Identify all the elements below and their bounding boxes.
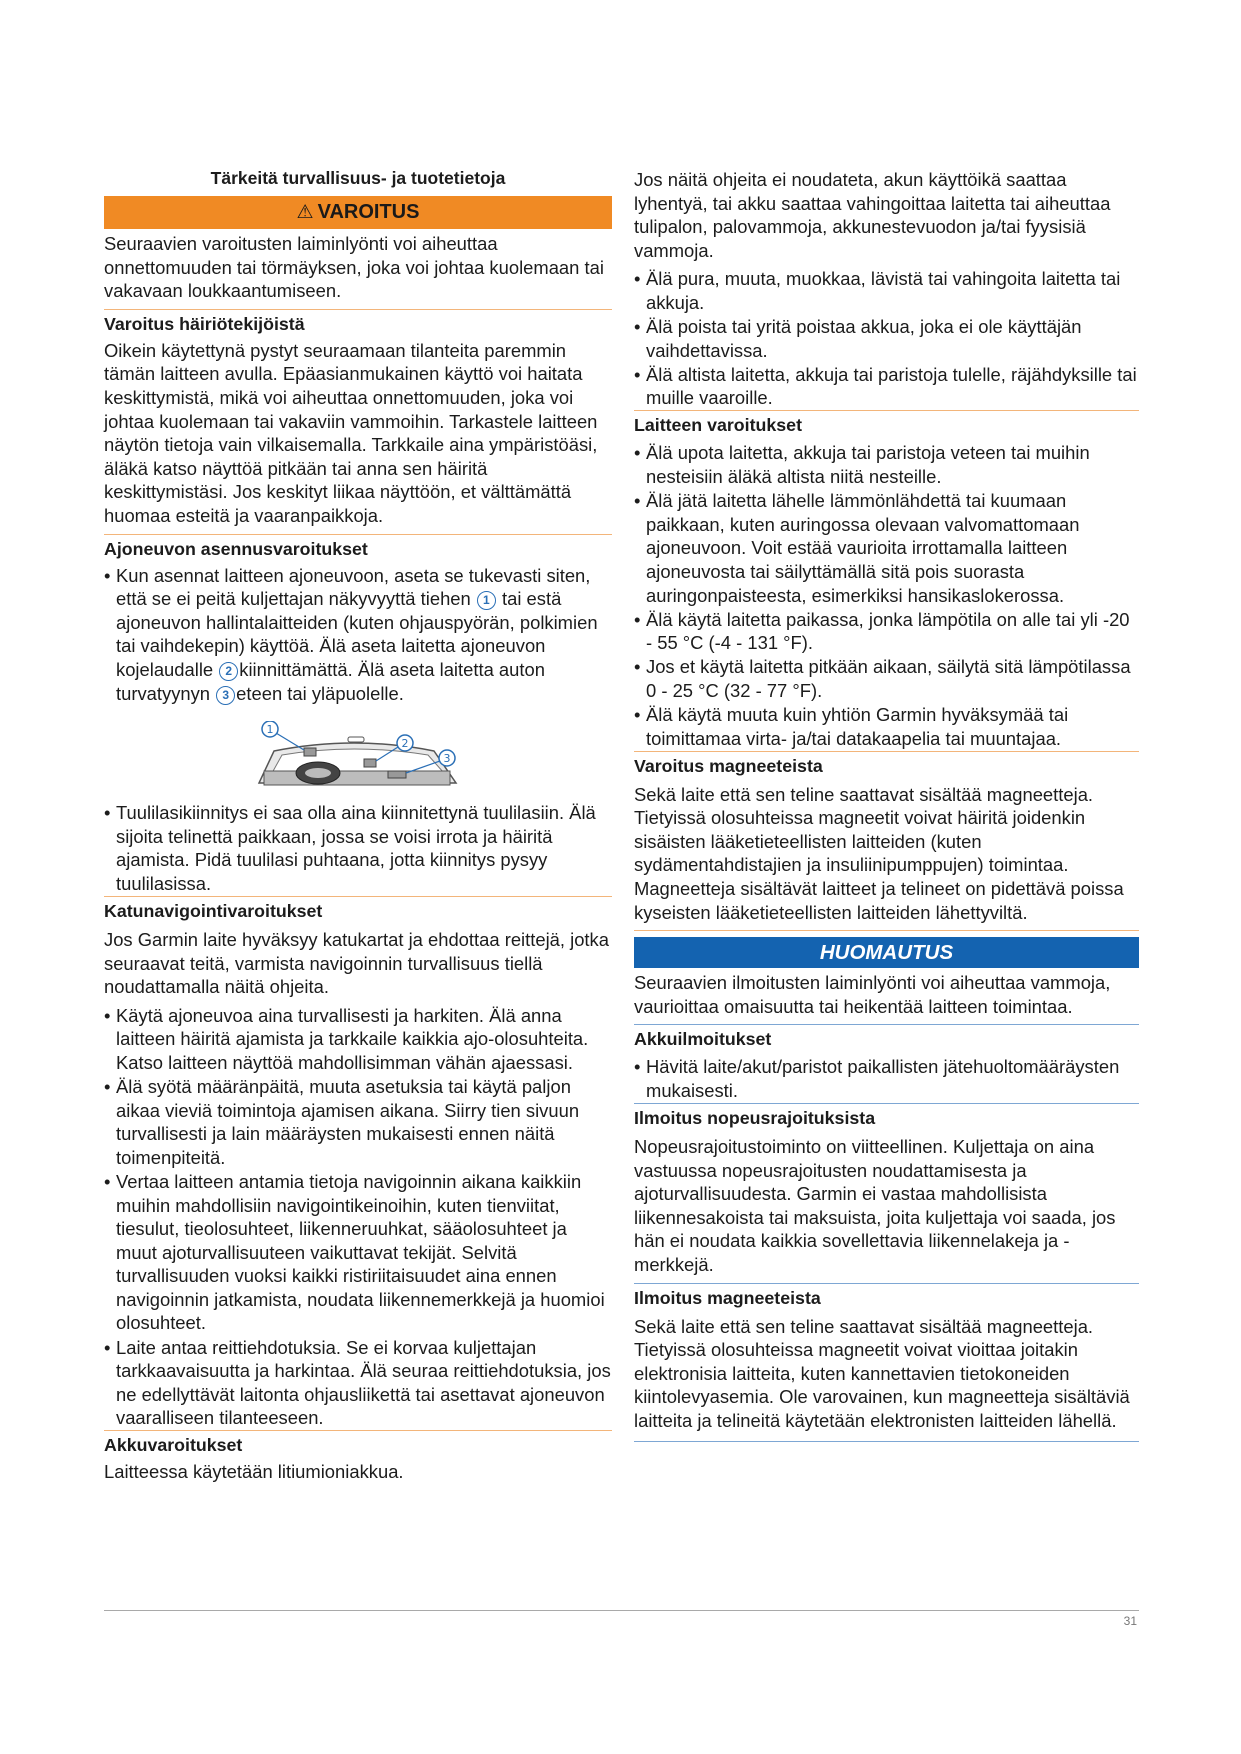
callout-2-label: 2 [401, 737, 409, 751]
installation-list-2 [104, 801, 612, 895]
battery-notice-bullet: • Hävitä laite/akut/paristot paikallisten jätehuoltomääräysten mukaisesti. [634, 1055, 1139, 1102]
device-warning-bullet: • Älä upota laitetta, akkuja tai paristoja veteen tai muihin nesteisiin äläkä altista niitä nesteille. [634, 441, 1139, 488]
navigation-bullet: • Käytä ajoneuvoa aina turvallisesti ja harkiten. Älä anna laitteen häiritä ajamista ja tarkkaile kaikkia ajo-olosuhteita. Katso laitteen näyttöä mahdollisimman vähän ajaessasi. [104, 1004, 612, 1075]
navigation-intro: Jos Garmin laite hyväksyy katukartat ja ehdottaa reittejä, jotka seuraavat teitä, varmista navigoinnin turvallisuus tiellä noudattamalla näitä ohjeita. [104, 928, 609, 998]
divider [634, 930, 1139, 931]
page-title: Tärkeitä turvallisuus- ja tuotetietoja [210, 168, 506, 188]
left-column [104, 162, 612, 1484]
page-number: 31 [1123, 1614, 1137, 1628]
magnet-notice-heading: Ilmoitus magneeteista [634, 1283, 1139, 1309]
callout-3-label: 3 [443, 752, 451, 766]
dashboard-figure-svg [104, 721, 612, 791]
speed-notice-heading: Ilmoitus nopeusrajoituksista [634, 1103, 1139, 1129]
installation-text-part: Kun asennat laitteen ajoneuvoon, aseta se tukevasti siten, että se ei peitä kuljettajan näkyvyyttä tiehen [116, 564, 591, 610]
device-warning-bullet: • Älä käytä muuta kuin yhtiön Garmin hyväksymää tai toimittamaa virta- ja/tai datakaapelia tai muuntajaa. [634, 703, 1139, 750]
navigation-heading: Katunavigointivaroitukset [104, 896, 612, 922]
notice-banner: HUOMAUTUS [634, 937, 1139, 968]
installation-heading: Ajoneuvon asennusvaroitukset [104, 534, 612, 560]
distraction-text: Oikein käytettynä pystyt seuraamaan tilanteita paremmin tämän laitteen avulla. Epäasianmukainen käyttö voi haitata keskittymistä, mikä voi aiheuttaa onnettomuuden, joka voi johtaa kuolemaan tai vakaviin vammoihin. Tarkastele laitteen näytön tietoja vain vilkaisemalla. Tarkkaile aina ympäristöäsi, äläkä katso näyttöä pitkään tai anna sen häiritä keskittymistäsi. Jos keskityt liikaa näyttöön, et välttämättä huomaa esteitä ja vaaranpaikkoja. [104, 339, 598, 526]
marker-2: 2 [219, 662, 238, 681]
battery-notice-list [634, 1055, 1139, 1102]
magnet-notice-text: Sekä laite että sen teline saattavat sisältää magneetteja. Tietyissä olosuhteissa magneetit voivat vioittaa joitakin elektronisia laitteita, kuten kannettavien tietokoneiden kiintolevyasemia. Ole varovainen, kun magneetteja sisältäviä laitteita ja telineitä käytetään elektronisten laitteiden lähellä. [634, 1315, 1130, 1432]
navigation-bullet: • Älä syötä määränpäitä, muuta asetuksia tai käytä paljon aikaa vieviä toimintoja ajamisen aikana. Siirry tien sivuun turvallisesti ja lain määräysten mukaisesti ennen näitä toimenpiteitä. [104, 1075, 612, 1169]
navigation-bullet: • Laite antaa reittiehdotuksia. Se ei korvaa kuljettajan tarkkaavaisuutta ja harkintaa. Älä seuraa reittiehdotuksia, jos ne edellyttävät laitonta ohjausliikettä tai asettavat ajoneuvon vaaralliseen tilanteeseen. [104, 1336, 612, 1430]
navigation-list [104, 1004, 612, 1430]
warning-triangle-icon: ⚠ [296, 202, 314, 223]
marker-1: 1 [477, 591, 496, 610]
warning-banner [104, 196, 612, 229]
battery-continued: Jos näitä ohjeita ei noudateta, akun käyttöikä saattaa lyhentyä, tai akku saattaa vahingoittaa laitetta tai aiheuttaa tulipalon, palovammoja, akkunestevuodon ja/tai fyysisiä vammoja. [634, 169, 1111, 261]
device-warning-bullet: • Älä jätä laitetta lähelle lämmönlähdettä tai kuumaan paikkaan, kuten auringossa olevaan valvomattomaan ajoneuvoon. Voit estää vaurioita irrottamalla laitteen ajoneuvosta tai säilyttämällä sitä pois suorasta auringonpaisteesta, esimerkiksi hansikaslokerossa. [634, 489, 1139, 607]
magnet-warning-text: Sekä laite että sen teline saattavat sisältää magneetteja. Tietyissä olosuhteissa magneetit voivat häiritä joidenkin sisäisten lääketieteellisten laitteiden (kuten sydämentahdistajien ja insuliinipumppujen) toimintaa. Magneetteja sisältävät laitteet ja telineet on pidettävä poissa kyseisten lääketieteellisten laitteiden lähettyviltä. [634, 783, 1124, 923]
footer-rule [104, 1610, 1139, 1611]
device-warning-bullet: • Jos et käytä laitetta pitkään aikaan, säilytä sitä lämpötilassa 0 - 25 °C (32 - 77 °F). [634, 655, 1139, 702]
distraction-heading: Varoitus häiriötekijöistä [104, 309, 612, 335]
installation-text-part: eteen tai yläpuolelle. [236, 682, 404, 704]
battery-heading: Akkuvaroitukset [104, 1430, 612, 1456]
device-warnings-list [634, 441, 1139, 750]
battery-list [634, 267, 1139, 410]
notice-intro: Seuraavien ilmoitusten laiminlyönti voi aiheuttaa vammoja, vaurioittaa omaisuutta tai heikentää laitteen toimintaa. [634, 972, 1111, 1017]
battery-bullet: • Älä poista tai yritä poistaa akkua, joka ei ole käyttäjän vaihdettavissa. [634, 315, 1139, 362]
installation-text-part: tai estä ajoneuvon hallintalaitteiden (kuten ohjauspyörän, polkimien tai vaihdekepin) käyttöä. Älä aseta laitetta ajoneuvon kojelaudalle [116, 588, 598, 680]
callout-1-label: 1 [266, 723, 274, 737]
battery-text: Laitteessa käytetään litiumioniakkua. [104, 1461, 404, 1483]
installation-text-part: kiinnittämättä. Älä aseta laitetta auton turvatyynyn [116, 658, 545, 704]
installation-bullet-2: • Tuulilasikiinnitys ei saa olla aina kiinnitettynä tuulilasiin. Älä sijoita telinettä paikkaan, jossa se voisi irrota ja häiritä ajamista. Pidä tuulilasi puhtaana, jotta kiinnitys pysyy tuulilasissa. [104, 801, 612, 895]
dashboard-illustration [104, 721, 612, 791]
navigation-bullet: • Vertaa laitteen antamia tietoja navigoinnin aikana kaikkiin muihin mahdollisiin navigointikeinoihin, kuten tienviitat, tiesulut, tieolosuhteet, liikenneruuhkat, sääolosuhteet ja muut ajoturvallisuuteen vaikuttavat tekijät. Selvitä turvallisuuden vuoksi kaikki ristiriitaisuudet aina ennen navigoinnin jatkamista, noudata liikennemerkkejä ja huomioi olosuhteet. [104, 1170, 612, 1335]
marker-3: 3 [216, 686, 235, 705]
installation-bullet-1 [104, 564, 612, 706]
speed-notice-text: Nopeusrajoitustoiminto on viitteellinen. Kuljettaja on aina vastuussa nopeusrajoitusten noudattamisesta ja ajoturvallisuudesta. Garmin ei vastaa mahdollisista liikennesakoista tai maksuista, joita kuljettaja voi saada, jos hän ei noudata kaikkia sovellettavia liikennelakeja ja -merkkejä. [634, 1136, 1116, 1276]
magnet-warning-heading: Varoitus magneeteista [634, 751, 1139, 777]
right-column [634, 168, 1139, 1442]
battery-bullet: • Älä pura, muuta, muokkaa, lävistä tai vahingoita laitetta tai akkuja. [634, 267, 1139, 314]
battery-bullet: • Älä altista laitetta, akkuja tai paristoja tulelle, räjähdyksille tai muille vaaroille. [634, 363, 1139, 410]
warning-intro: Seuraavien varoitusten laiminlyönti voi aiheuttaa onnettomuuden tai törmäyksen, joka voi johtaa kuolemaan tai vakavaan loukkaantumiseen. [104, 233, 604, 302]
device-warnings-heading: Laitteen varoitukset [634, 410, 1139, 436]
device-warning-bullet: • Älä käytä laitetta paikassa, jonka lämpötila on alle tai yli -20 - 55 °C (-4 - 131 °F). [634, 608, 1139, 655]
divider [634, 1441, 1139, 1442]
battery-notice-heading: Akkuilmoitukset [634, 1024, 1139, 1050]
warning-banner-label: VAROITUS [317, 201, 420, 223]
installation-list [104, 564, 612, 706]
